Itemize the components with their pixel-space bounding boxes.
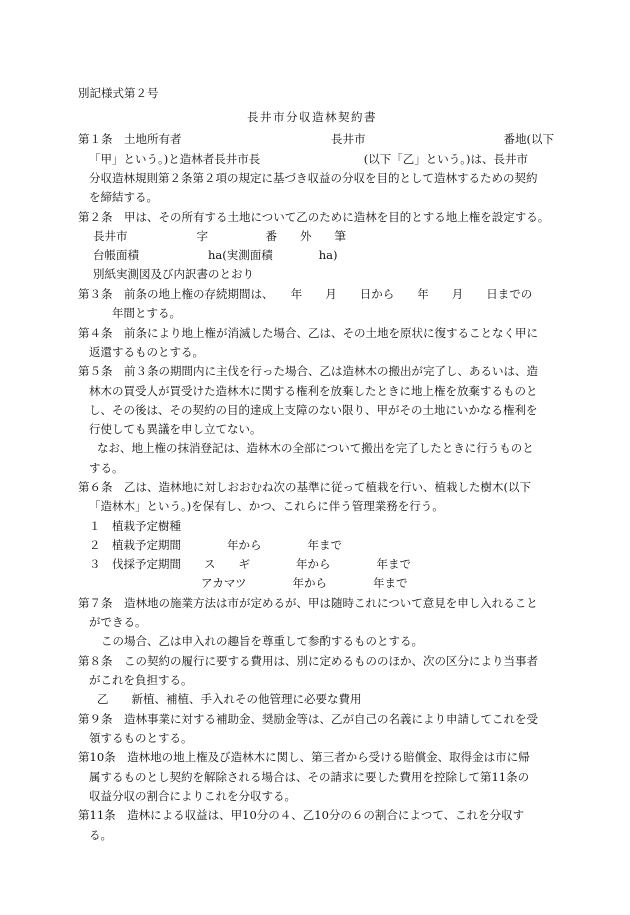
article-2-attachment: 別紙実測図及び内訳書のとおり: [93, 267, 254, 281]
article-8-line-3: 乙 新植、補植、手入れその他管理に必要な費用: [97, 692, 362, 706]
document-title: 長井市分収造林契約書: [247, 110, 377, 124]
article-3-line-1: 第３条 前条の地上権の存続期間は、 年 月 日から 年 月 日までの: [78, 287, 533, 301]
article-5-line-5: なお、地上権の抹消登記は、造林木の全部について搬出を完了したときに行うものと: [97, 441, 534, 455]
article-7-line-3: この場合、乙は申入れの趣旨を尊重して参酌するものとする。: [101, 634, 423, 648]
article-1-line-2: 「甲」という。)と造林者長井市長 (以下「乙」という。)は、長井市: [89, 152, 528, 166]
article-11-line-1: 第11条 造林による収益は、甲10分の４、乙10分の６の割合によつて、これを分収す: [78, 808, 525, 822]
article-1-line-4: を締結する。: [89, 190, 158, 204]
article-9-line-1: 第９条 造林事業に対する補助金、奨励金等は、乙が自己の名義により申請してこれを受: [78, 712, 538, 726]
article-10-line-2: 属するものとし契約を解除される場合は、その請求に要した費用を控除して第11条の: [89, 770, 530, 784]
article-6-item-3b: アカマツ 年から 年まで: [201, 576, 408, 590]
article-1-line-3: 分収造林規則第２条第２項の規定に基づき収益の分収を目的として造林するための契約: [89, 171, 538, 185]
article-5-line-6: する。: [89, 461, 124, 475]
article-3-line-2: 年間とする。: [112, 306, 181, 320]
article-6-item-3: ３ 伐採予定期間 ス ギ 年から 年まで: [89, 557, 411, 571]
article-11-line-2: る。: [89, 828, 112, 842]
article-5-line-2: 林木の買受人が買受けた造林木に関する権利を放棄したときに地上権を放棄するものと: [89, 384, 538, 398]
article-7-line-2: ができる。: [89, 615, 147, 629]
article-7-line-1: 第７条 造林地の施業方法は市が定めるが、甲は随時これについて意見を申し入れること: [78, 596, 538, 610]
article-6-item-2: ２ 植栽予定期間 年から 年まで: [89, 538, 342, 552]
article-9-line-2: 領するものとする。: [89, 731, 193, 745]
article-5-line-4: 行使しても異議を申し立てない。: [89, 422, 262, 436]
article-6-line-2: 「造林木」という。)を保有し、かつ、これらに伴う管理業務を行う。: [89, 499, 444, 513]
article-2-location: 長井市 字 番 外 筆: [93, 229, 346, 243]
article-6-item-1: １ 植栽予定樹種: [89, 519, 181, 533]
article-8-line-1: 第８条 この契約の履行に要する費用は、別に定めるもののほか、次の区分により当事者: [78, 654, 538, 668]
article-10-line-3: 収益分収の割合によりこれを分収する。: [89, 789, 296, 803]
article-6-line-1: 第６条 乙は、造林地に対しおおむね次の基準に従って植栽を行い、植栽した樹木(以下: [78, 480, 531, 494]
article-2-line-1: 第２条 甲は、その所有する土地について乙のために造林を目的とする地上権を設定する。: [78, 210, 550, 224]
article-1-line-1: 第１条 土地所有者 長井市 番地(以下: [78, 132, 554, 146]
article-10-line-1: 第10条 造林地の地上権及び造林木に関し、第三者から受ける賠償金、取得金は市に帰: [78, 750, 530, 764]
article-8-line-2: がこれを負担する。: [89, 673, 193, 687]
article-5-line-3: し、その後は、その契約の目的達成上支障のない限り、甲がその土地にいかなる権利を: [89, 403, 538, 417]
article-5-line-1: 第５条 前３条の期間内に主伐を行った場合、乙は造林木の搬出が完了し、あるいは、造: [78, 364, 538, 378]
article-4-line-1: 第４条 前条により地上権が消滅した場合、乙は、その土地を原状に復することなく甲に: [78, 326, 538, 340]
form-number: 別記様式第２号: [78, 86, 159, 100]
article-2-area: 台帳面積 ha(実測面積 ha): [93, 248, 338, 262]
article-4-line-2: 返還するものとする。: [89, 345, 204, 359]
